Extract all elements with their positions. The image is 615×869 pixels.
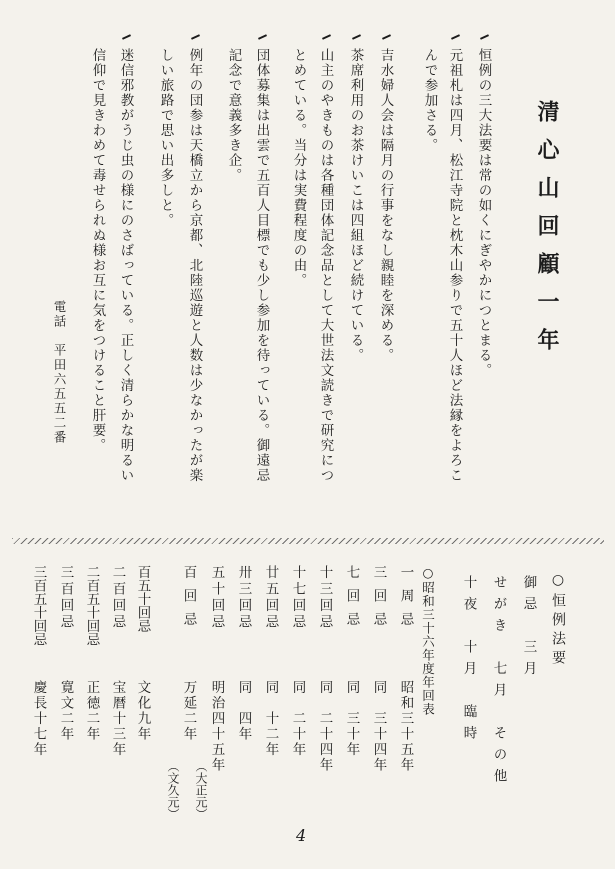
item-7-line-2: しい旅路で思い出多しと。 xyxy=(157,48,174,228)
item-mark xyxy=(122,34,131,40)
memorial-era: 同 三十四年 xyxy=(370,680,387,773)
item-mark xyxy=(382,34,391,40)
memorial-era: 文化九年 xyxy=(134,680,151,742)
item-2-line-1: 元祖札は四月、松江寺院と枕木山参りで五十人ほど法縁をよろこ xyxy=(446,48,463,483)
memorial-kaiki: 十七回忌 xyxy=(289,565,306,631)
item-mark xyxy=(191,34,200,40)
memorial-era: 正徳二年 xyxy=(83,680,100,742)
memorial-era: 同 四年 xyxy=(235,680,252,742)
item-mark xyxy=(322,34,331,40)
memorial-kaiki: 二百回忌 xyxy=(109,565,126,631)
memorial-era: 同 三十年 xyxy=(343,680,360,758)
item-mark xyxy=(258,34,267,40)
memorial-note: （大正元） xyxy=(194,760,208,820)
memorial-era: 同 十二年 xyxy=(262,680,279,758)
item-7-line-1: 例年の団参は天橋立から京都、北陸巡遊と人数は少なかったが楽 xyxy=(186,48,203,483)
memorial-kaiki: 卅三回忌 xyxy=(235,565,252,631)
item-mark xyxy=(480,34,489,40)
memorial-kaiki: 百回忌 xyxy=(180,565,197,636)
item-mark xyxy=(451,34,460,40)
item-8-line-2: 信仰で見きわめて毒せられぬ様お互に気をつけること肝要。 xyxy=(89,48,106,453)
memorial-era: 万延二年 xyxy=(180,680,197,742)
memorial-note: （文久元） xyxy=(166,760,180,820)
memorial-era: 昭和三十五年 xyxy=(397,680,414,773)
memorial-kaiki: 廿五回忌 xyxy=(262,565,279,631)
memorial-era: 明治四十五年 xyxy=(208,680,225,773)
memorial-era: 宝暦十三年 xyxy=(109,680,126,758)
memorial-kaiki: 三百回忌 xyxy=(57,565,74,631)
memorial-era: 同 二十年 xyxy=(289,680,306,758)
memorial-kaiki: 五十回忌 xyxy=(208,565,225,631)
memorial-kaiki: 七回忌 xyxy=(343,565,360,636)
memorial-kaiki: 十三回忌 xyxy=(316,565,333,631)
item-5-line-2: とめている。当分は実費程度の由。 xyxy=(290,48,307,288)
item-2-line-2: んで参加さる。 xyxy=(421,48,438,153)
item-6-line-1: 団体募集は出雲で五百人目標でも少し参加を待っている。御遠忌 xyxy=(253,48,270,483)
observance-1: 御忌 三月 xyxy=(520,575,537,683)
item-8-line-1: 迷信邪教がうじ虫の様にのさばっている。正しく清らかな明るい xyxy=(117,48,134,483)
observance-3: 十夜 十月 臨時 xyxy=(460,575,477,747)
memorial-kaiki: 百五十回忌 xyxy=(134,565,151,633)
memorial-table-heading: ○昭和三十六年度年回表 xyxy=(420,565,436,716)
memorial-kaiki: 三回忌 xyxy=(370,565,387,636)
item-mark xyxy=(352,34,361,40)
observance-2: せがき 七月 その他 xyxy=(490,575,507,790)
page-title: 清心山回顧一年 xyxy=(534,100,560,366)
item-5-line-1: 山主のやきものは各種団体記念品として大世法文読きで研究につ xyxy=(317,48,334,483)
memorial-era: 寛文二年 xyxy=(57,680,74,742)
regular-services-heading: ○恒例法要 xyxy=(550,572,566,669)
memorial-kaiki: 一周忌 xyxy=(397,565,414,636)
item-1-line-1: 恒例の三大法要は常の如くにぎやかにつとまる。 xyxy=(475,48,492,378)
item-3-line-1: 吉水婦人会は隔月の行事をなし親睦を深める。 xyxy=(377,48,394,363)
wavy-divider xyxy=(12,538,604,544)
memorial-kaiki: 三百五十回忌 xyxy=(30,565,47,646)
memorial-era: 同 二十四年 xyxy=(316,680,333,773)
item-4-line-1: 茶席利用のお茶けいこは四組ほど続けている。 xyxy=(347,48,364,363)
memorial-era: 慶長十七年 xyxy=(30,680,47,758)
page-number: 4 xyxy=(296,826,307,845)
memorial-kaiki: 二百五十回忌 xyxy=(83,565,100,646)
phone-number: 電話 平田六五五二番 xyxy=(52,300,67,445)
item-6-line-2: 記念で意義多き企。 xyxy=(225,48,242,183)
